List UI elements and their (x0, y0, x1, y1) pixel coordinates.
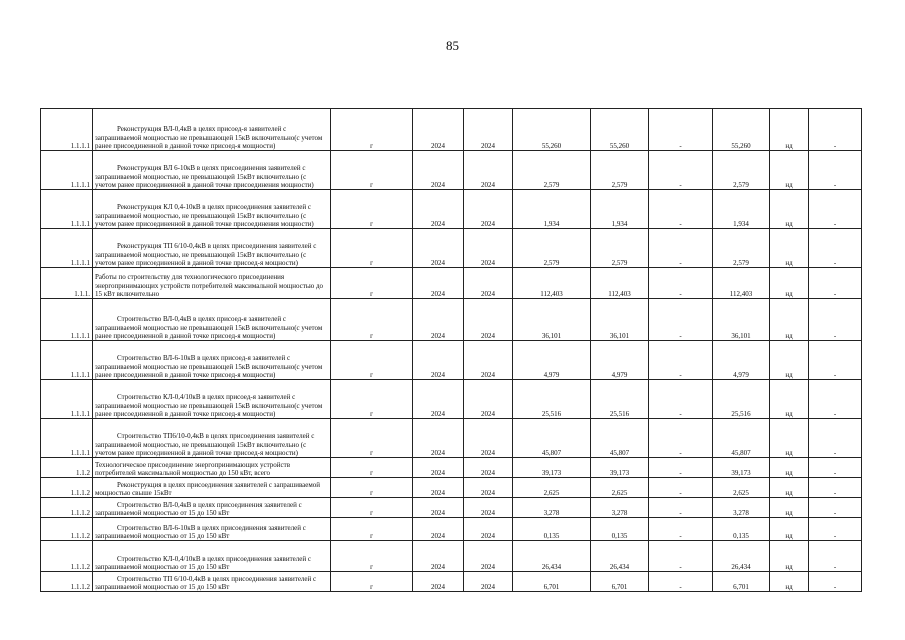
row-value-3: 6,701 (713, 572, 770, 592)
row-description: Строительство КЛ-0,4/10кВ в целях присоед-я заявителей с запрашиваемой мощностью не превышающей 15кВ включительно(с учетом ранее присоединенной в данной точке присоед-я мощности) (93, 380, 331, 419)
row-dash-1: - (649, 518, 713, 541)
row-code: 1.1.1. (41, 268, 93, 299)
row-unit: г (331, 341, 413, 380)
row-unit: г (331, 458, 413, 478)
row-nd: нд (770, 478, 809, 498)
row-unit: г (331, 229, 413, 268)
row-value-3: 45,807 (713, 419, 770, 458)
table-body (41, 109, 862, 592)
row-description: Реконструкция КЛ 0,4-10кВ в целях присоединения заявителей с запрашиваемой мощностью, не превышающей 15кВт включительно (с учетом ранее присоединенной в данной точке присоединения мощности) (93, 190, 331, 229)
row-unit: г (331, 419, 413, 458)
row-dash-1: - (649, 380, 713, 419)
row-value-3: 3,278 (713, 498, 770, 518)
row-dash-1: - (649, 299, 713, 341)
row-unit: г (331, 541, 413, 572)
row-code: 1.1.1.1 (41, 190, 93, 229)
row-value-3: 1,934 (713, 190, 770, 229)
row-nd: нд (770, 541, 809, 572)
row-year-end: 2024 (464, 498, 513, 518)
row-year-start: 2024 (413, 478, 464, 498)
row-dash-2: - (809, 518, 862, 541)
table-row (41, 518, 862, 541)
row-unit: г (331, 572, 413, 592)
row-value-2: 112,403 (591, 268, 649, 299)
row-code: 1.1.1.2 (41, 518, 93, 541)
row-nd: нд (770, 341, 809, 380)
row-value-2: 55,260 (591, 109, 649, 151)
row-value-3: 2,625 (713, 478, 770, 498)
table-row (41, 419, 862, 458)
row-code: 1.1.1.1 (41, 109, 93, 151)
row-year-end: 2024 (464, 229, 513, 268)
row-value-3: 39,173 (713, 458, 770, 478)
row-description: Строительство ВЛ-0,4кВ в целях присоединения заявителей с запрашиваемой мощностью от 15 до 150 кВт (93, 498, 331, 518)
row-value-2: 2,579 (591, 229, 649, 268)
row-dash-2: - (809, 341, 862, 380)
row-unit: г (331, 151, 413, 190)
row-code: 1.1.1.1 (41, 299, 93, 341)
row-unit: г (331, 268, 413, 299)
row-year-end: 2024 (464, 341, 513, 380)
row-description: Строительство ТП 6/10-0,4кВ в целях присоединения заявителей с запрашиваемой мощностью от 15 до 150 кВт (93, 572, 331, 592)
row-year-start: 2024 (413, 151, 464, 190)
row-dash-1: - (649, 341, 713, 380)
row-value-1: 55,260 (513, 109, 591, 151)
row-value-3: 36,101 (713, 299, 770, 341)
row-value-3: 4,979 (713, 341, 770, 380)
row-value-1: 6,701 (513, 572, 591, 592)
row-year-end: 2024 (464, 151, 513, 190)
table-row (41, 229, 862, 268)
row-value-1: 25,516 (513, 380, 591, 419)
row-nd: нд (770, 572, 809, 592)
row-dash-2: - (809, 541, 862, 572)
row-description: Строительство ВЛ-6-10кВ в целях присоединения заявителей с запрашиваемой мощностью от 15 до 150 кВт (93, 518, 331, 541)
row-description: Реконструкция ВЛ 6-10кВ в целях присоединения заявителей с запрашиваемой мощностью, не превышающей 15кВт включительно (с учетом ранее присоединенной в данной точке присоединения мощности) (93, 151, 331, 190)
row-year-end: 2024 (464, 190, 513, 229)
row-dash-2: - (809, 419, 862, 458)
row-year-start: 2024 (413, 419, 464, 458)
row-nd: нд (770, 229, 809, 268)
row-dash-2: - (809, 458, 862, 478)
row-dash-2: - (809, 109, 862, 151)
row-value-1: 26,434 (513, 541, 591, 572)
row-value-2: 0,135 (591, 518, 649, 541)
row-value-2: 26,434 (591, 541, 649, 572)
row-value-3: 2,579 (713, 229, 770, 268)
row-value-2: 45,807 (591, 419, 649, 458)
row-code: 1.1.2 (41, 458, 93, 478)
row-year-start: 2024 (413, 380, 464, 419)
row-description: Строительство ВЛ-0,4кВ в целях присоед-я заявителей с запрашиваемой мощностью не превышающей 15кВ включительно(с учетом ранее присоединенной в данной точке присоед-я мощности) (93, 299, 331, 341)
row-description: Технологическое присоединение энергопринимающих устройств потребителей максимальной мощностью до 150 кВт, всего (93, 458, 331, 478)
row-description: Работы по строительству для технологического присоединения энергопринимающих устройств потребителей максимальной мощностью до 15 кВт включительно (93, 268, 331, 299)
row-year-end: 2024 (464, 478, 513, 498)
row-unit: г (331, 190, 413, 229)
page-number: 85 (446, 38, 459, 53)
row-year-start: 2024 (413, 498, 464, 518)
row-dash-2: - (809, 498, 862, 518)
row-dash-1: - (649, 151, 713, 190)
row-value-2: 3,278 (591, 498, 649, 518)
row-year-start: 2024 (413, 458, 464, 478)
row-nd: нд (770, 458, 809, 478)
row-year-start: 2024 (413, 341, 464, 380)
row-nd: нд (770, 518, 809, 541)
row-dash-2: - (809, 190, 862, 229)
row-value-2: 25,516 (591, 380, 649, 419)
row-code: 1.1.1.2 (41, 478, 93, 498)
row-value-3: 25,516 (713, 380, 770, 419)
table-row (41, 341, 862, 380)
row-value-2: 2,625 (591, 478, 649, 498)
row-year-end: 2024 (464, 268, 513, 299)
row-dash-2: - (809, 151, 862, 190)
row-dash-2: - (809, 572, 862, 592)
row-unit: г (331, 109, 413, 151)
row-value-1: 0,135 (513, 518, 591, 541)
row-code: 1.1.1.2 (41, 498, 93, 518)
row-nd: нд (770, 498, 809, 518)
row-dash-1: - (649, 498, 713, 518)
row-code: 1.1.1.1 (41, 151, 93, 190)
row-code: 1.1.1.1 (41, 341, 93, 380)
row-dash-1: - (649, 458, 713, 478)
row-year-start: 2024 (413, 572, 464, 592)
row-value-3: 26,434 (713, 541, 770, 572)
row-dash-1: - (649, 109, 713, 151)
table-row (41, 380, 862, 419)
row-year-start: 2024 (413, 518, 464, 541)
row-description: Реконструкция ТП 6/10-0,4кВ в целях присоединения заявителей с запрашиваемой мощностью, не превышающей 15кВт включительно (с учетом ранее присоединенной в данной точке присоед-я мощности) (93, 229, 331, 268)
row-value-3: 0,135 (713, 518, 770, 541)
row-description: Реконструкция в целях присоединения заявителей с запрашиваемой мощностью свыше 15кВт (93, 478, 331, 498)
row-value-2: 6,701 (591, 572, 649, 592)
table-row (41, 299, 862, 341)
row-dash-1: - (649, 419, 713, 458)
row-nd: нд (770, 151, 809, 190)
row-dash-2: - (809, 229, 862, 268)
row-dash-1: - (649, 268, 713, 299)
row-year-start: 2024 (413, 299, 464, 341)
row-nd: нд (770, 109, 809, 151)
row-value-1: 39,173 (513, 458, 591, 478)
row-value-1: 36,101 (513, 299, 591, 341)
table-row (41, 541, 862, 572)
row-year-end: 2024 (464, 518, 513, 541)
row-year-start: 2024 (413, 229, 464, 268)
row-value-1: 2,579 (513, 151, 591, 190)
row-nd: нд (770, 299, 809, 341)
row-nd: нд (770, 268, 809, 299)
row-description: Реконструкция ВЛ-0,4кВ в целях присоед-я заявителей с запрашиваемой мощностью не превышающей 15кВ включительно(с учетом ранее присоединенной в данной точке присоед-я мощности) (93, 109, 331, 151)
row-code: 1.1.1.2 (41, 541, 93, 572)
table-row (41, 478, 862, 498)
row-year-end: 2024 (464, 541, 513, 572)
row-value-1: 45,807 (513, 419, 591, 458)
row-year-end: 2024 (464, 380, 513, 419)
row-dash-1: - (649, 229, 713, 268)
row-code: 1.1.1.2 (41, 572, 93, 592)
row-value-3: 55,260 (713, 109, 770, 151)
row-value-2: 36,101 (591, 299, 649, 341)
row-unit: г (331, 299, 413, 341)
row-dash-2: - (809, 380, 862, 419)
row-value-2: 4,979 (591, 341, 649, 380)
row-nd: нд (770, 380, 809, 419)
table-row (41, 109, 862, 151)
row-unit: г (331, 478, 413, 498)
row-value-2: 39,173 (591, 458, 649, 478)
row-year-start: 2024 (413, 190, 464, 229)
table-row (41, 572, 862, 592)
row-value-1: 3,278 (513, 498, 591, 518)
row-value-1: 112,403 (513, 268, 591, 299)
table-row (41, 151, 862, 190)
row-unit: г (331, 498, 413, 518)
row-value-1: 2,579 (513, 229, 591, 268)
row-dash-1: - (649, 541, 713, 572)
row-value-1: 1,934 (513, 190, 591, 229)
row-code: 1.1.1.1 (41, 229, 93, 268)
row-description: Строительство ТП6/10-0,4кВ в целях присоединения заявителей с запрашиваемой мощностью, не превышающей 15кВт включительно (с учетом ранее присоединенной в данной точке присоед-я мощности) (93, 419, 331, 458)
row-dash-1: - (649, 190, 713, 229)
row-dash-2: - (809, 478, 862, 498)
row-dash-2: - (809, 268, 862, 299)
row-nd: нд (770, 419, 809, 458)
row-year-end: 2024 (464, 419, 513, 458)
row-code: 1.1.1.1 (41, 380, 93, 419)
row-year-start: 2024 (413, 268, 464, 299)
row-unit: г (331, 380, 413, 419)
row-year-end: 2024 (464, 572, 513, 592)
row-value-1: 2,625 (513, 478, 591, 498)
row-year-end: 2024 (464, 109, 513, 151)
row-dash-2: - (809, 299, 862, 341)
table-row (41, 190, 862, 229)
row-dash-1: - (649, 478, 713, 498)
table-row (41, 498, 862, 518)
row-code: 1.1.1.1 (41, 419, 93, 458)
table-row (41, 458, 862, 478)
row-value-2: 1,934 (591, 190, 649, 229)
row-year-end: 2024 (464, 458, 513, 478)
row-description: Строительство ВЛ-6-10кВ в целях присоед-я заявителей с запрашиваемой мощностью не превышающей 15кВ включительно(с учетом ранее присоединенной в данной точке присоед-я мощности) (93, 341, 331, 380)
row-value-2: 2,579 (591, 151, 649, 190)
row-year-end: 2024 (464, 299, 513, 341)
row-value-1: 4,979 (513, 341, 591, 380)
row-year-start: 2024 (413, 109, 464, 151)
row-value-3: 2,579 (713, 151, 770, 190)
row-nd: нд (770, 190, 809, 229)
row-description: Строительство КЛ-0,4/10кВ в целях присоединения заявителей с запрашиваемой мощностью от 15 до 150 кВт (93, 541, 331, 572)
row-year-start: 2024 (413, 541, 464, 572)
row-unit: г (331, 518, 413, 541)
row-dash-1: - (649, 572, 713, 592)
row-value-3: 112,403 (713, 268, 770, 299)
table-row (41, 268, 862, 299)
investment-table (40, 108, 862, 592)
